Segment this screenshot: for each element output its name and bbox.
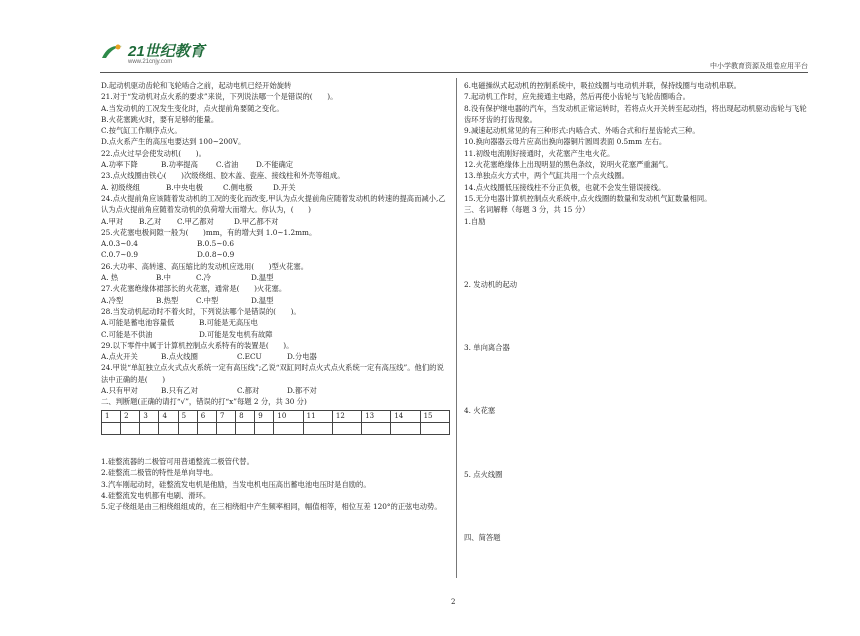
question-22: 22.点火过早会使发动机( )。 <box>101 148 206 158</box>
answer-space[interactable] <box>464 227 809 279</box>
judgement-8: 8.没有保护继电器的汽车，当发动机正常运转时，若将点火开关转至起动挡，将出现起动机驱动齿轮与飞轮齿环牙齿的打齿现象。 <box>464 103 807 124</box>
options-28-row1 <box>101 317 451 328</box>
option: B.功率提高 <box>161 160 198 170</box>
judgement-9: 9.减速起动机常见的有三种形式:内啮合式、外啮合式和行星齿轮式三种。 <box>464 126 700 136</box>
answer-space[interactable] <box>464 290 809 342</box>
table-header-cell: 1 <box>102 410 121 422</box>
judgement-11: 11.初级电流刚好接通时，火花塞产生电火花。 <box>464 148 615 158</box>
term-2: 2. 发动机的起动 <box>464 279 518 289</box>
table-header-cell: 10 <box>274 410 303 422</box>
options-25-row2 <box>101 249 451 260</box>
logo <box>100 42 205 65</box>
table-header-cell: 7 <box>216 410 235 422</box>
answer-cell[interactable] <box>216 422 235 434</box>
option: A.甲对 <box>101 216 124 226</box>
judgement-4: 4.硅整流发电机都有电刷、滑环。 <box>101 490 211 500</box>
answer-cell[interactable] <box>197 422 216 434</box>
answer-cell[interactable] <box>391 422 420 434</box>
options-23 <box>101 182 451 193</box>
options-24b <box>101 385 451 396</box>
option: D.分电器 <box>287 352 317 362</box>
judgement-10: 10.换向器器云母片应高出换向器铜片圆周表面 0.5mm 左右。 <box>464 137 667 147</box>
section-2-title: 二、判断题(正确的请打“√”，错误的打“x”每题 2 分，共 30 分) <box>101 397 307 407</box>
answer-cell[interactable] <box>255 422 274 434</box>
option: A.0.3~0.4 <box>101 239 138 249</box>
table-header-cell: 13 <box>362 410 391 422</box>
option: C.0.7~0.9 <box>101 250 138 260</box>
question-26: 26.大功率、高转速、高压缩比的发动机应选用( )型火花塞。 <box>101 261 309 271</box>
judgement-7: 7.起动机工作时，应先接通主电路，然后再使小齿轮与飞轮齿圈啮合。 <box>464 92 690 102</box>
option: C.省油 <box>216 160 239 170</box>
answer-cell[interactable] <box>362 422 391 434</box>
option: C.甲乙都对 <box>177 216 214 226</box>
judgement-13: 13.单独点火方式中，两个气缸共用一个点火线圈。 <box>464 171 629 181</box>
answer-cell[interactable] <box>303 422 332 434</box>
page-number: 2 <box>451 598 456 606</box>
logo-icon <box>100 42 124 62</box>
header-platform-name: 中小学教育资源及组卷应用平台 <box>710 62 808 70</box>
term-1: 1.自励 <box>464 216 486 226</box>
judgement-6: 6.电磁操纵式起动机的控制系统中，吸拉线圈与电动机并联，保持线圈与电动机串联。 <box>464 81 741 90</box>
answer-cell[interactable] <box>159 422 178 434</box>
right-column <box>464 80 809 543</box>
option: A. 初级绕组 <box>101 182 141 192</box>
table-header-row <box>102 410 450 422</box>
option: C.可能是不供油 <box>101 329 153 339</box>
option: D.开关 <box>273 182 296 192</box>
question-23: 23.点火线圈由铁心( )次级绕组、胶木盖、瓷座、接线柱和外壳等组成。 <box>101 171 345 181</box>
table-header-cell: 15 <box>420 410 449 422</box>
answer-space[interactable] <box>464 353 809 405</box>
question-21: 21.对于“发动机对点火系的要求”来说，下列说法哪一个是错误的( )。 <box>101 92 338 102</box>
option-21a: A.当发动机的工况发生变化时，点火提前角要随之变化。 <box>101 103 284 113</box>
option: A.点火开关 <box>101 352 138 362</box>
table-header-cell: 2 <box>121 410 140 422</box>
options-24 <box>101 216 451 227</box>
option: B.只有乙对 <box>161 386 198 396</box>
question-25: 25.火花塞电极间隙一般为( )mm，有的增大到 1.0~1.2mm。 <box>101 227 317 237</box>
options-25-row1 <box>101 238 451 249</box>
column-divider <box>456 78 457 578</box>
judgement-3: 3.汽车刚起动时，硅整流发电机是他励，当发电机电压高出蓄电池电压时是自励的。 <box>101 479 371 489</box>
options-26 <box>101 272 451 283</box>
logo-text: 21世纪教育 <box>128 43 205 60</box>
judgement-12: 12.火花塞绝缘体上出现明显的黑色条纹，说明火花塞严重漏气。 <box>464 160 673 170</box>
table-header-cell: 12 <box>332 410 361 422</box>
question-24b: 24.甲说“单缸独立点火式点火系统一定有高压线”;乙说“双缸同时点火式点火系统一定有高压线”。他们的说法中正确的是( ) <box>101 363 444 384</box>
answer-space[interactable] <box>464 417 809 469</box>
option: D.可能是发电机有故障 <box>199 329 273 339</box>
term-4: 4. 火花塞 <box>464 406 496 416</box>
judgement-14: 14.点火线圈低压接线柱不分正负极，也就不会发生错误接线。 <box>464 182 666 192</box>
option-21b: B.火花塞跳火时，要有足够的能量。 <box>101 114 219 124</box>
option: B.可能是无高压电 <box>199 318 258 328</box>
term-3: 3. 单向离合器 <box>464 343 510 353</box>
table-answer-row <box>102 422 450 434</box>
option: C.冷 <box>196 273 211 283</box>
table-header-cell: 11 <box>303 410 332 422</box>
table-header-cell: 3 <box>140 410 159 422</box>
header-divider <box>100 72 808 73</box>
judgement-5: 5.定子绕组是由三相绕组组成的，在三相绕组中产生频率相同，幅值相等，相位互差 120°的正弦电动势。 <box>101 502 442 512</box>
option: A.可能是蓄电池容量低 <box>101 318 175 328</box>
option: D.温型 <box>251 273 274 283</box>
option: A. 热 <box>101 273 119 283</box>
judgement-15: 15.无分电器计算机控制点火系统中,点火线圈的数量和发动机气缸数量相同。 <box>464 193 712 203</box>
option: B.点火线圈 <box>161 352 198 362</box>
option: C.侧电极 <box>223 182 253 192</box>
table-header-cell: 6 <box>197 410 216 422</box>
option: C.ECU <box>237 352 262 362</box>
section-4-title: 四、简答题 <box>464 533 501 543</box>
option: A.只有甲对 <box>101 386 138 396</box>
options-27 <box>101 295 451 306</box>
table-header-cell: 14 <box>391 410 420 422</box>
table-header-cell: 5 <box>178 410 197 422</box>
answer-space[interactable] <box>464 480 809 532</box>
option: B.乙对 <box>139 216 162 226</box>
question-29: 29.以下零件中属于计算机控制点火系特有的装置是( )。 <box>101 340 294 350</box>
question-line: D.起动机驱动齿轮和飞轮啮合之前，起动电机已经开始旋转 <box>101 81 292 90</box>
option: B.中央电极 <box>166 182 203 192</box>
option: C.中型 <box>196 295 219 305</box>
question-27: 27.火花塞绝缘体裙部长的火花塞，通常是( )火花塞。 <box>101 284 287 294</box>
options-29 <box>101 351 451 362</box>
judgement-1: 1.硅整流器的二极管可用普通整流二极管代替。 <box>101 456 254 466</box>
answer-cell[interactable] <box>140 422 159 434</box>
answer-cell[interactable] <box>332 422 361 434</box>
logo-subtext: www.21cnjy.com <box>128 59 173 65</box>
option-21d: D.点火系产生的高压电要达到 100~200V。 <box>101 137 246 147</box>
judgement-2: 2.硅整流二极管的特性是单向导电。 <box>101 468 218 478</box>
option: B.中 <box>156 273 171 283</box>
option: B.热型 <box>156 295 179 305</box>
question-28: 28.当发动机起动时不着火时，下列说法哪个是错误的( )。 <box>101 306 301 316</box>
option: A.冷型 <box>101 295 124 305</box>
option: A.功率下降 <box>101 160 138 170</box>
option: D.温型 <box>251 295 274 305</box>
answer-cell[interactable] <box>236 422 255 434</box>
options-28-row2 <box>101 329 451 340</box>
option: D.甲乙都不对 <box>234 216 279 226</box>
question-24: 24.点火提前角应该随着发动机的工况的变化而改变,甲认为点火提前角应随着发动机的转速的提高而减小,乙认为点火提前角应随着发动机的负荷增大而增大。你认为，( ) <box>101 193 446 215</box>
answer-cell[interactable] <box>274 422 303 434</box>
term-5: 5. 点火线圈 <box>464 469 503 479</box>
section-3-title: 三、名词解释（每题 3 分，共 15 分） <box>464 205 590 215</box>
answer-cell[interactable] <box>102 422 121 434</box>
option: D.不能确定 <box>256 160 294 170</box>
table-header-cell: 8 <box>236 410 255 422</box>
option: D.0.8~0.9 <box>197 250 235 260</box>
left-column <box>101 80 451 512</box>
option-21c: C.按气缸工作顺序点火。 <box>101 126 182 136</box>
option: B.0.5~0.6 <box>197 239 235 249</box>
answer-cell[interactable] <box>178 422 197 434</box>
option: C.都对 <box>237 386 260 396</box>
option: D.都不对 <box>287 386 317 396</box>
table-header-cell: 4 <box>159 410 178 422</box>
judgement-answer-table <box>101 410 450 435</box>
answer-cell[interactable] <box>121 422 140 434</box>
answer-cell[interactable] <box>420 422 449 434</box>
table-header-cell: 9 <box>255 410 274 422</box>
options-22 <box>101 159 451 170</box>
